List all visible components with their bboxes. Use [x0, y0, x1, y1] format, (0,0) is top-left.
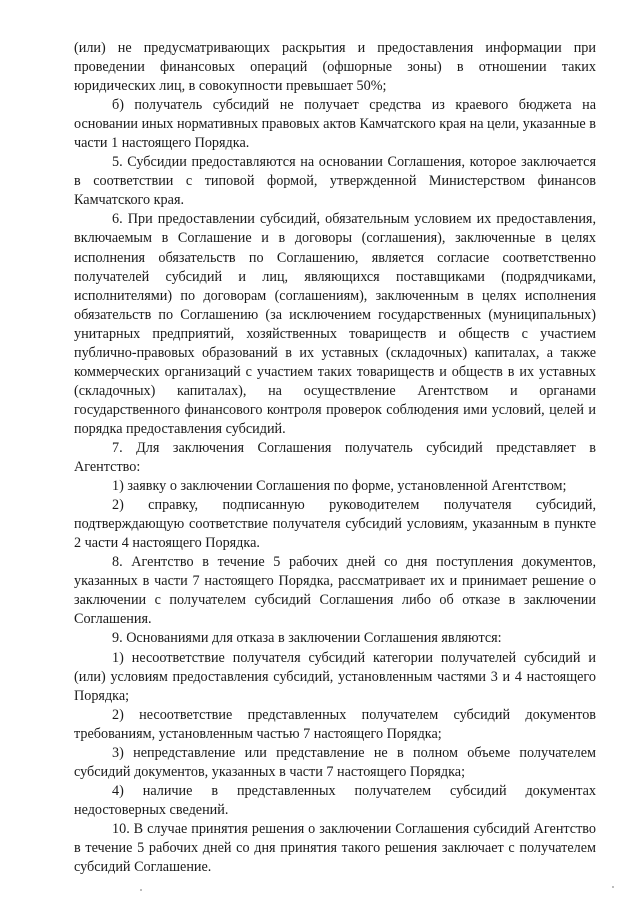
- paragraph-section-9-item-2: 2) несоответствие представленных получателем субсидий документов требованиям, установленным частью 7 настоящего Порядка;: [74, 706, 596, 742]
- document-body: [74, 39, 596, 877]
- paragraph-section-7: 7. Для заключения Соглашения получатель субсидий представляет в Агентство:: [74, 439, 596, 476]
- paragraph-section-9-item-3: 3) непредставление или представление не в полном объеме получателем субсидий документов, указанных в части 7 настоящего Порядка;: [74, 744, 596, 780]
- paragraph-section-8: 8. Агентство в течение 5 рабочих дней со дня поступления документов, указанных в части 7 настоящего Порядка, рассматривает их и принимает решение о заключении с получателем субсидий Соглашения либо об отказе в заключении Соглашения.: [74, 554, 596, 628]
- scan-speck: [140, 889, 142, 891]
- paragraph-section-9-item-4: 4) наличие в представленных получателем субсидий документах недостоверных сведений.: [74, 782, 596, 818]
- paragraph-item-b: б) получатель субсидий не получает средства из краевого бюджета на основании иных нормативных правовых актов Камчатского края на цели, указанные в части 1 настоящего Порядка.: [74, 97, 596, 152]
- paragraph-section-7-item-1: 1) заявку о заключении Соглашения по форме, установленной Агентством;: [112, 478, 567, 495]
- paragraph-section-10: 10. В случае принятия решения о заключении Соглашения субсидий Агентство в течение 5 рабочих дней со дня принятия такого решения заключает с получателем субсидий Соглашение.: [74, 820, 596, 876]
- paragraph-section-7-item-2: 2) справку, подписанную руководителем получателя субсидий, подтверждающую соответствие получателя субсидий условиям, указанным в пункте 2 части 4 настоящего Порядка.: [74, 497, 596, 552]
- paragraph-section-9: 9. Основаниями для отказа в заключении Соглашения являются:: [112, 630, 502, 647]
- scan-speck: [612, 886, 614, 888]
- paragraph-section-9-item-1: 1) несоответствие получателя субсидий категории получателей субсидий и (или) условиям предоставления субсидий, установленным частями 3 и 4 настоящего Порядка;: [74, 649, 596, 704]
- paragraph-section-6: 6. При предоставлении субсидий, обязательным условием их предоставления, включаемым в Соглашение и в договоры (соглашения), заключенные в целях исполнения обязательств по Соглашению, является согласие соответственно получателей субсидий и лиц, являющихся поставщиками (подрядчиками, исполнителями) по договорам (соглашениям), заключенным в целях исполнения обязательств по Соглашению (за исключением государственных (муниципальных) унитарных предприятий, хозяйственных товариществ и обществ с участием публично-правовых образований в их уставных (складочных) капиталах, а также коммерческих организаций с участием таких товариществ и обществ в их уставных (складочных) капиталах), на осуществление Агентством и органами государственного финансового контроля проверок соблюдения ими условий, целей и порядка предоставления субсидий.: [74, 211, 596, 437]
- paragraph-continuation: (или) не предусматривающих раскрытия и предоставления информации при проведении финансовых операций (офшорные зоны) в отношении таких юридических лиц, в совокупности превышает 50%;: [74, 40, 596, 95]
- paragraph-section-5: 5. Субсидии предоставляются на основании Соглашения, которое заключается в соответствии с типовой формой, утвержденной Министерством финансов Камчатского края.: [74, 154, 596, 209]
